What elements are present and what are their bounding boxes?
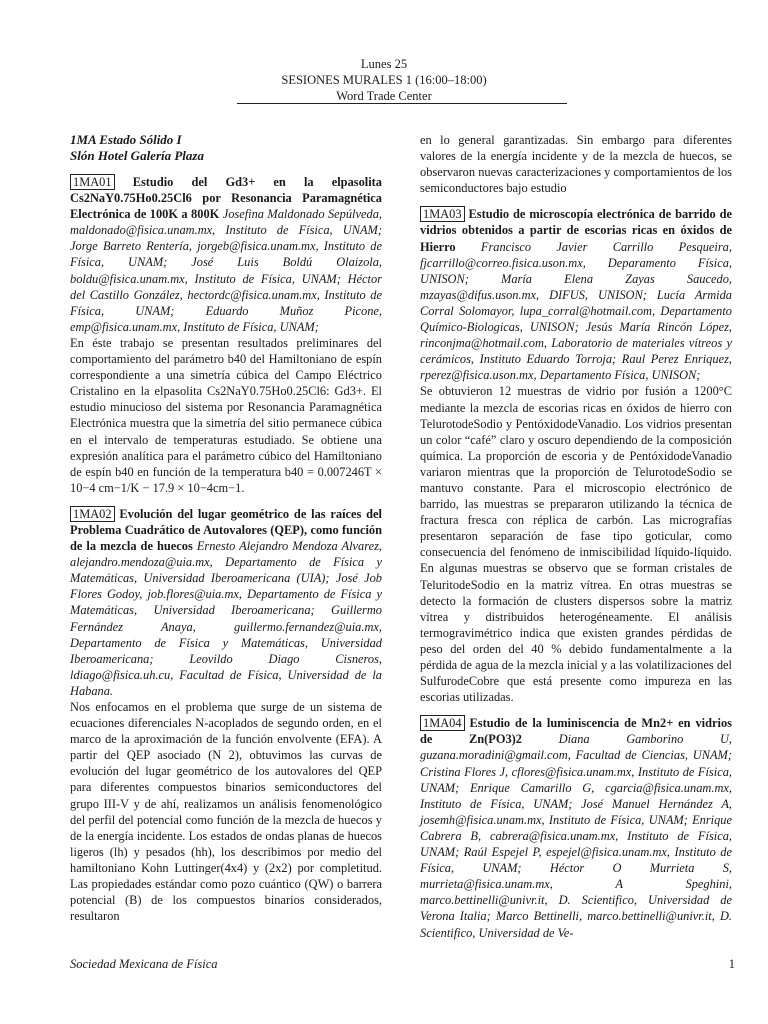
page-header — [0, 56, 768, 104]
entry-code: 1MA02 — [70, 506, 115, 522]
footer-society: Sociedad Mexicana de Física — [70, 957, 218, 971]
entry-authors: Diana Gamborino U, guzana.moradini@gmail.com, Facultad de Ciencias, UNAM; Cristina Flores J, cflores@fisica.unam.mx, Instituto de Física, UNAM; Enrique Camarillo G, cgarcia@fisica.unam.mx, Instituto de Física, UNAM; José Manuel Hernández A, josemh@fisica.unam.mx, Instituto de Física, UNAM; Enrique Cabrera B, cabrera@fisica.unam.mx, Instituto de Física, UNAM; Raúl Espejel P, espejel@fisica.unam.mx, Instituto de Física, UNAM; Héctor O Murrieta S, murrieta@fisica.unam.mx, A Speghini, marco.bettinelli@univr.it, D. Scientifico, Universidad de Verona Italia; Marco Bettinelli, marco.bettinelli@univr.it, D. Scientifico, Universidad de Ve- — [420, 732, 732, 940]
right-column — [420, 132, 732, 941]
header-venue: Word Trade Center — [336, 89, 432, 103]
entry-1ma01 — [70, 174, 382, 496]
entry-code: 1MA04 — [420, 715, 465, 731]
entry-abstract: Se obtuvieron 12 muestras de vidrio por fusión a 1200°C mediante la mezcla de escorias ricas en óxidos de hierro con TelurotodeSodio y PentóxidodeVanadio. Los vidrios presentan un color “café” claro y oscuro dependiendo de la composición química. La proporción de escoria y de PentóxidodeVanadio variaron mientras que la proporción de TelurotodeSodio se mantuvo constante. Para el microscopio electrónico de barrido, las muestras se prepararon utilizando la técnica de fractura fresca con réplica de carbón. Las micrografías presentaron separación de fase tipo goticular, como consecuencia del fenómeno de inmiscibilidad líquido-líquido. En algunas muestras se observo que se forman cristales de TeluritodeSodio en la matriz vítrea. En otras muestras se detecto la formación de clusters dispersos sobre la matriz vítrea y distribuidos heterogéneamente. El análisis termogravimétrico indica que existen grandes pérdidas de peso del orden del 40 % debido fundamentalmente a la pérdida de agua de la mezcla inicial y a las volatilizaciones del SulfurodeCobre que está presente como impureza en las escorias utilizadas. — [420, 384, 732, 705]
entry-1ma03 — [420, 206, 732, 705]
left-column — [70, 132, 382, 924]
entry-authors: Josefina Maldonado Sepúlveda, maldonado@fisica.unam.mx, Instituto de Física, UNAM; Jorge Barreto Rentería, jorgeb@fisica.unam.mx, Instituto de Física, UNAM; José Luis Boldú Olaizola, boldu@fisica.unam.mx, Instituto de Física, UNAM; Héctor del Castillo González, hectordc@fisica.unam.mx, Instituto de Física, UNAM; Eduardo Muñoz Picone, emp@fisica.unam.mx, Instituto de Física, UNAM; — [70, 207, 382, 334]
entry-title: Estudio de microscopía electrónica de barrido de vidrios obtenidos a partir de escorias ricas en óxidos de Hierro — [420, 207, 732, 254]
entry-authors: Ernesto Alejandro Mendoza Alvarez, alejandro.mendoza@uia.mx, Departamento de Física y Matemáticas, Universidad Iberoamericana (UIA); José Job Flores Godoy, job.flores@uia.mx, Departamento de Física y Matemáticas, Universidad Iberoamericana; Guillermo Fernández Anaya, guillermo.fernandez@uia.mx, Departamento de Física y Matemáticas, Universidad Iberoamericana; Leovildo Diago Cisneros, ldiago@fisica.uh.cu, Facultad de Física, Universidad de la Habana. — [70, 539, 382, 698]
entry-authors: Francisco Javier Carrillo Pesqueira, fjcarrillo@correo.fisica.uson.mx, Deparamento Física, UNISON; María Elena Zayas Saucedo, mzayas@difus.uson.mx, DIFUS, UNISON; Lucía Armida Corral Solomayor, lupa_corral@hotmail.com, Departamento Químico-Biologicas, UNISON; Jesús María Rincón López, rinconjma@hotmail.com, Laboratorio de materiales vítreos y cerámicos, Instituto Eduardo Torroja; Raul Perez Enriquez, rperez@fisica.uson.mx, Departamento Física, UNISON; — [420, 239, 732, 383]
header-divider — [237, 103, 567, 104]
entry-code: 1MA03 — [420, 206, 465, 222]
entry-1ma02 — [70, 506, 382, 924]
header-session-title: SESIONES MURALES 1 (16:00–18:00) — [281, 73, 487, 87]
page-number: 1 — [728, 957, 735, 971]
entry-title: Evolución del lugar geométrico de las raíces del Problema Cuadrático de Autovalores (QEP), como función de la mezcla de huecos — [70, 506, 382, 554]
entry-title: Estudio de la luminiscencia de Mn2+ en vidrios de Zn(PO3)2 — [420, 716, 732, 747]
header-day: Lunes 25 — [360, 57, 408, 71]
page-footer — [70, 956, 735, 972]
entry-code: 1MA01 — [70, 174, 115, 190]
session-location: Slón Hotel Galería Plaza — [70, 148, 204, 163]
entry-title: Estudio del Gd3+ en la elpasolita Cs2NaY0.75Ho0.25Cl6 por Resonancia Paramagnética Electrónica de 100K a 800K — [70, 175, 382, 222]
entry-abstract: En éste trabajo se presentan resultados preliminares del comportamiento del parámetro b40 del Hamiltoniano de espín correspondiente a una simetría cúbica del Campo Eléctrico Cristalino en la elpasolita Cs2NaY0.75Ho0.25Cl6: Gd3+. El estudio minucioso del sistema por Resonancia Paramagnética Electrónica muestra que la simetría del sitio permanece cúbica en el intervalo de temperaturas estudiado. Se obtiene una expresión analítica para el parámetro cúbico del Hamiltoniano de espín b40 en función de la temperatura b40 = 0.007246T × 10−4 cm−1/K − 17.9 × 10−4cm−1. — [70, 335, 382, 495]
entry-continuation: en lo general garantizadas. Sin embargo para diferentes valores de la energía incidente y de la mezcla de huecos, se observaron nuevas caracterizaciones y comportamientos de los semiconductores bajo estudio — [420, 133, 732, 196]
entry-1ma04 — [420, 715, 732, 940]
entry-abstract: Nos enfocamos en el problema que surge de un sistema de ecuaciones diferenciales N-acoplados de segundo orden, en el marco de la aproximación de la función envolvente (EFA). A partir del QEP asociado (N 2), obtuvimos las curvas de evolución del lugar geométrico de los autovalores del QEP para diferentes compuestos binarios semiconductores del grupo III-V y de ahí, realizamos un análisis fenomenológico del perfil del potencial como función de la mezcla de huecos y de la energía incidente. Los estados de ondas planas de huecos ligeros (lh) y pesados (hh), los describimos por medio del hamiltoniano Kohn Luttinger(4x4) y (2x2) por completitud. Las propiedades estándar como pozo cuántico (QW) o barrera potencial (B) de los compuestos binarios considerados, resultaron — [70, 700, 382, 924]
session-heading: 1MA Estado Sólido I — [70, 132, 182, 147]
